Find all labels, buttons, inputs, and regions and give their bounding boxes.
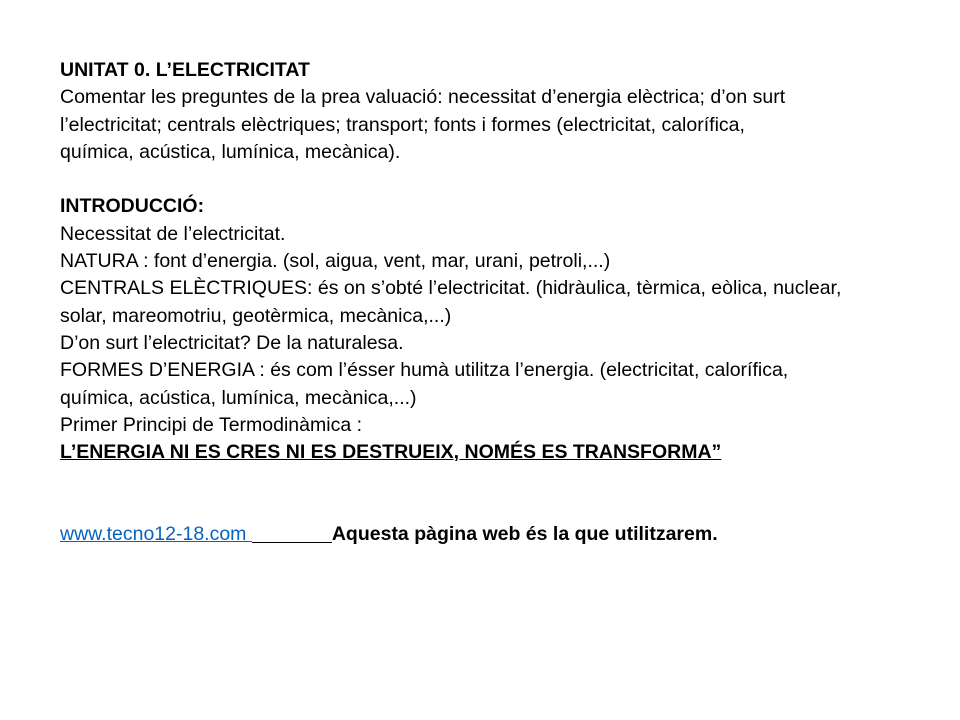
body-line-7: química, acústica, lumínica, mecànica,...) [60, 386, 417, 409]
body-line-8: Primer Principi de Termodinàmica : [60, 413, 362, 436]
intro-line-3: química, acústica, lumínica, mecànica). [60, 140, 401, 163]
spacer [60, 466, 940, 521]
slide-content [60, 57, 940, 548]
body-line-4: solar, mareomotriu, geotèrmica, mecànica,...) [60, 304, 452, 327]
section-title: INTRODUCCIÓ: [60, 195, 205, 218]
body-line-1: Necessitat de l’electricitat. [60, 222, 286, 245]
body-line-5: D’on surt l’electricitat? De la naturalesa. [60, 331, 404, 354]
intro-line-2: l’electricitat; centrals elèctriques; transport; fonts i formes (electricitat, calorífica, [60, 113, 745, 136]
website-link[interactable]: www.tecno12-18.com [60, 523, 252, 546]
spacer [60, 166, 940, 193]
website-caption: Aquesta pàgina web és la que utilitzarem. [331, 523, 718, 546]
intro-line-1: Comentar les preguntes de la prea valuació: necessitat d’energia elèctrica; d’on surt [60, 86, 786, 109]
underline-blank [252, 541, 332, 543]
thermodynamics-principle: L’ENERGIA NI ES CRES NI ES DESTRUEIX, NOMÉS ES TRANSFORMA” [60, 441, 722, 464]
body-line-6: FORMES D’ENERGIA : és com l’ésser humà utilitza l’energia. (electricitat, calorífica, [60, 359, 789, 382]
body-line-3: CENTRALS ELÈCTRIQUES: és on s’obté l’electricitat. (hidràulica, tèrmica, eòlica, nuclear, [60, 277, 842, 300]
website-row [60, 521, 940, 548]
unit-heading: UNITAT 0. L’ELECTRICITAT [60, 59, 310, 81]
body-line-2: NATURA : font d’energia. (sol, aigua, vent, mar, urani, petroli,...) [60, 250, 611, 273]
